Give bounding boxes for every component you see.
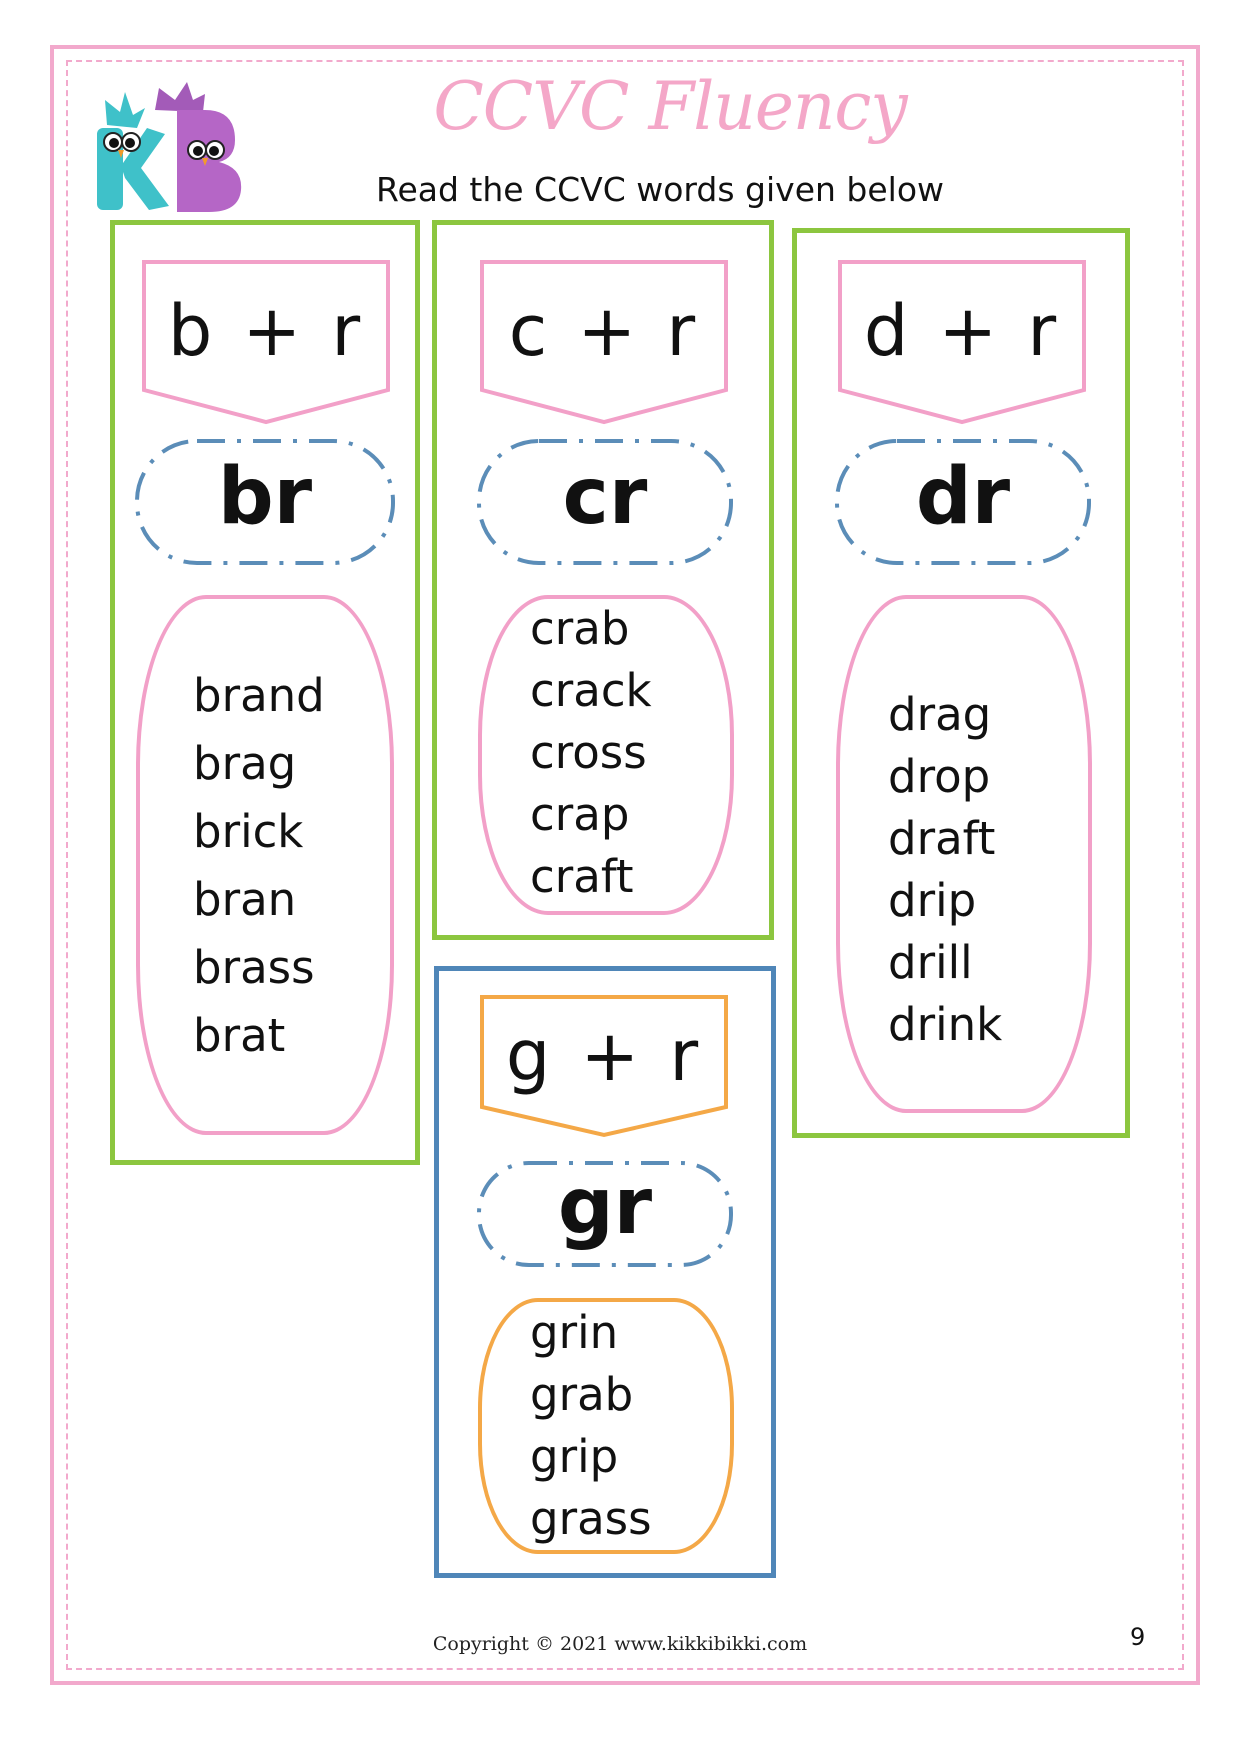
chunk-dr	[834, 438, 1092, 566]
word-list-gr	[530, 1302, 652, 1550]
chunk-br	[134, 438, 396, 566]
list-item: craft	[530, 850, 634, 903]
page-title: CCVC Fluency	[433, 68, 907, 145]
kb-logo	[85, 70, 255, 215]
chunk-label: cr	[562, 452, 648, 542]
list-item: crap	[530, 788, 630, 841]
word-list-cr	[530, 598, 652, 908]
list-item: brass	[193, 941, 315, 994]
chunk-cr	[476, 438, 734, 566]
list-item: grin	[530, 1306, 619, 1359]
list-item: grip	[530, 1430, 619, 1483]
blend-label: g + r	[505, 1015, 703, 1097]
list-item: crack	[530, 664, 652, 717]
list-item: drop	[888, 750, 991, 803]
blend-card-br	[142, 260, 390, 425]
list-item: brand	[193, 669, 325, 722]
blend-card-dr	[838, 260, 1086, 425]
b-bird-icon	[155, 82, 241, 212]
word-list-dr	[888, 684, 1002, 1056]
blend-card-cr	[480, 260, 728, 425]
blend-card-gr	[480, 995, 728, 1160]
page-number: 9	[1130, 1623, 1146, 1651]
list-item: brick	[193, 805, 304, 858]
list-item: cross	[530, 726, 647, 779]
blend-label: c + r	[508, 290, 700, 372]
list-item: grab	[530, 1368, 634, 1421]
list-item: drink	[888, 998, 1003, 1051]
list-item: brag	[193, 737, 297, 790]
list-item: drag	[888, 688, 992, 741]
copyright-text: Copyright © 2021 www.kikkibikki.com	[432, 1633, 808, 1655]
list-item: draft	[888, 812, 996, 865]
list-item: brat	[193, 1009, 286, 1062]
list-item: grass	[530, 1492, 652, 1545]
chunk-label: br	[217, 452, 313, 542]
chunk-label: dr	[915, 452, 1011, 542]
chunk-gr	[476, 1160, 734, 1268]
page-subtitle: Read the CCVC words given below	[376, 170, 944, 209]
list-item: drip	[888, 874, 977, 927]
blend-label: b + r	[167, 290, 365, 372]
list-item: crab	[530, 602, 630, 655]
list-item: bran	[193, 873, 297, 926]
blend-label: d + r	[863, 290, 1061, 372]
word-list-br	[193, 662, 325, 1070]
chunk-label: gr	[557, 1162, 653, 1252]
list-item: drill	[888, 936, 973, 989]
